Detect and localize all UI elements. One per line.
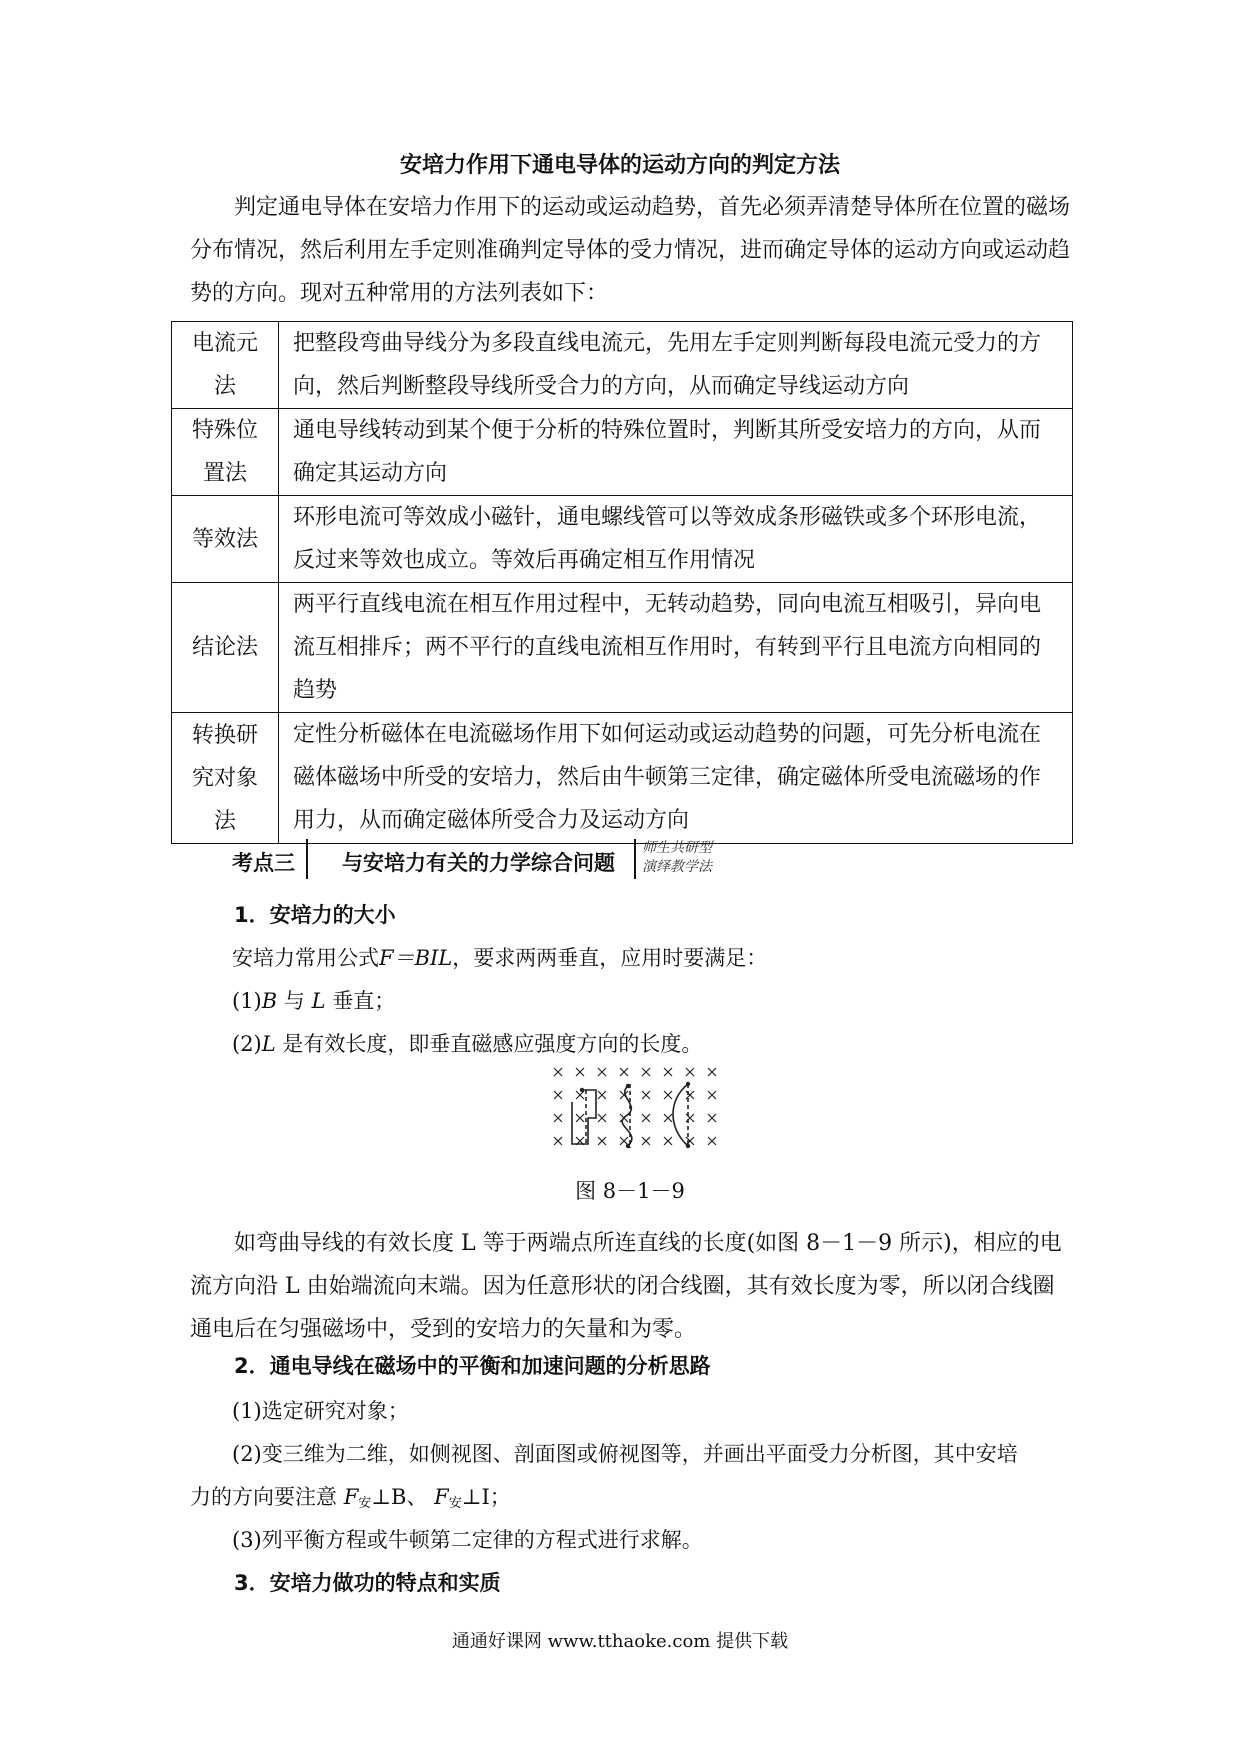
table-row xyxy=(172,409,1073,496)
table-row xyxy=(172,713,1073,844)
step-1: (1)选定研究对象； xyxy=(232,1399,409,1423)
field-cross xyxy=(620,1068,628,1076)
endpoint xyxy=(686,1144,690,1148)
condition-1: (1)B 与 L 垂直； xyxy=(232,989,396,1013)
field-cross xyxy=(598,1114,606,1122)
section-heading xyxy=(232,839,752,879)
field-cross xyxy=(642,1114,650,1122)
field-cross xyxy=(576,1114,584,1122)
table-row xyxy=(172,322,1073,409)
method-name: 电流元法 xyxy=(172,322,279,409)
field-cross xyxy=(708,1068,716,1076)
subheading-2: 2．通电导线在磁场中的平衡和加速问题的分析思路 xyxy=(234,1354,711,1378)
field-cross xyxy=(642,1068,650,1076)
figure-caption: 图 8－1－9 xyxy=(575,1179,685,1203)
endpoint xyxy=(686,1082,690,1086)
method-name: 特殊位置法 xyxy=(172,409,279,496)
method-desc: 定性分析磁体在电流磁场作用下如何运动或运动趋势的问题，可先分析电流在磁体磁场中所受的安培力，然后由牛顿第三定律，确定磁体所受电流磁场的作用力，从而确定磁体所受合力及运动方向 xyxy=(279,713,1073,844)
step-2-line-2: 力的方向要注意 $F_安\perp B$、 $F_安\perp I$； xyxy=(190,1485,511,1511)
field-cross xyxy=(554,1114,562,1122)
field-cross xyxy=(708,1137,716,1145)
table-row xyxy=(172,496,1073,583)
field-cross xyxy=(598,1068,606,1076)
divider xyxy=(634,839,636,879)
field-cross xyxy=(598,1137,606,1145)
field-cross xyxy=(576,1068,584,1076)
page-footer: 通通好课网 www.tthaoke.com 提供下载 xyxy=(451,1631,789,1652)
field-cross xyxy=(708,1091,716,1099)
method-name: 转换研究对象法 xyxy=(172,713,279,844)
field-cross xyxy=(554,1091,562,1099)
step-3: (3)列平衡方程或牛顿第二定律的方程式进行求解。 xyxy=(232,1528,703,1552)
methods-table xyxy=(171,321,1073,844)
method-name: 结论法 xyxy=(172,583,279,713)
condition-2: (2)L 是有效长度，即垂直磁感应强度方向的长度。 xyxy=(232,1032,703,1056)
field-cross xyxy=(664,1137,672,1145)
field-crosses xyxy=(554,1068,716,1145)
arc-wire-3 xyxy=(673,1084,688,1146)
method-desc: 环形电流可等效成小磁针，通电螺线管可以等效成条形磁铁或多个环形电流，反过来等效也成立。等效后再确定相互作用情况 xyxy=(279,496,1073,583)
field-cross xyxy=(576,1091,584,1099)
field-cross xyxy=(708,1114,716,1122)
field-cross xyxy=(642,1137,650,1145)
field-cross xyxy=(620,1137,628,1145)
section-label: 考点三 xyxy=(232,851,295,875)
endpoint xyxy=(626,1084,630,1088)
table-row xyxy=(172,583,1073,713)
magnetic-field-figure xyxy=(550,1062,730,1166)
section-title: 安培力作用下通电导体的运动方向的判定方法 xyxy=(399,153,840,178)
paragraph-effective-length: 如弯曲导线的有效长度 L 等于两端点所连直线的长度(如图 8－1－9 所示)，相应的电流方向沿 L 由始端流向末端。因为任意形状的闭合线圈，其有效长度为零，所以闭合线圈通电后在匀强磁场中，受到的安培力的矢量和为零。 xyxy=(190,1231,1062,1342)
subheading-3: 3．安培力做功的特点和实质 xyxy=(234,1571,501,1595)
method-name: 等效法 xyxy=(172,496,279,583)
divider xyxy=(306,839,308,879)
section-badge: 师生共研型 演绎教学法 xyxy=(642,840,712,875)
field-cross xyxy=(664,1091,672,1099)
method-desc: 两平行直线电流在相互作用过程中，无转动趋势，同向电流互相吸引，异向电流互相排斥；两不平行的直线电流相互作用时，有转到平行且电流方向相同的趋势 xyxy=(279,583,1073,713)
step-2-line-1: (2)变三维为二维，如侧视图、剖面图或俯视图等，并画出平面受力分析图，其中安培 xyxy=(232,1442,1018,1466)
formula-line: 安培力常用公式F＝BIL，要求两两垂直，应用时要满足： xyxy=(232,946,768,970)
field-cross xyxy=(664,1068,672,1076)
intro-paragraph: 判定通电导体在安培力作用下的运动或运动趋势，首先必须弄清楚导体所在位置的磁场分布情况，然后利用左手定则准确判定导体的受力情况，进而确定导体的运动方向或运动趋势的方向。现对五种常用的方法列表如下： xyxy=(190,195,1071,306)
section-heading-title: 与安培力有关的力学综合问题 xyxy=(342,851,615,875)
field-cross xyxy=(686,1068,694,1076)
subheading-1: 1．安培力的大小 xyxy=(234,903,396,927)
field-cross xyxy=(554,1068,562,1076)
method-desc: 把整段弯曲导线分为多段直线电流元，先用左手定则判断每段电流元受力的方向，然后判断整段导线所受合力的方向，从而确定导线运动方向 xyxy=(279,322,1073,409)
endpoint xyxy=(626,1144,630,1148)
bent-wire-1 xyxy=(572,1090,596,1144)
field-cross xyxy=(598,1091,606,1099)
method-desc: 通电导线转动到某个便于分析的特殊位置时，判断其所受安培力的方向，从而确定其运动方向 xyxy=(279,409,1073,496)
field-cross xyxy=(642,1091,650,1099)
field-cross xyxy=(554,1137,562,1145)
endpoint xyxy=(580,1088,584,1092)
field-cross xyxy=(664,1114,672,1122)
